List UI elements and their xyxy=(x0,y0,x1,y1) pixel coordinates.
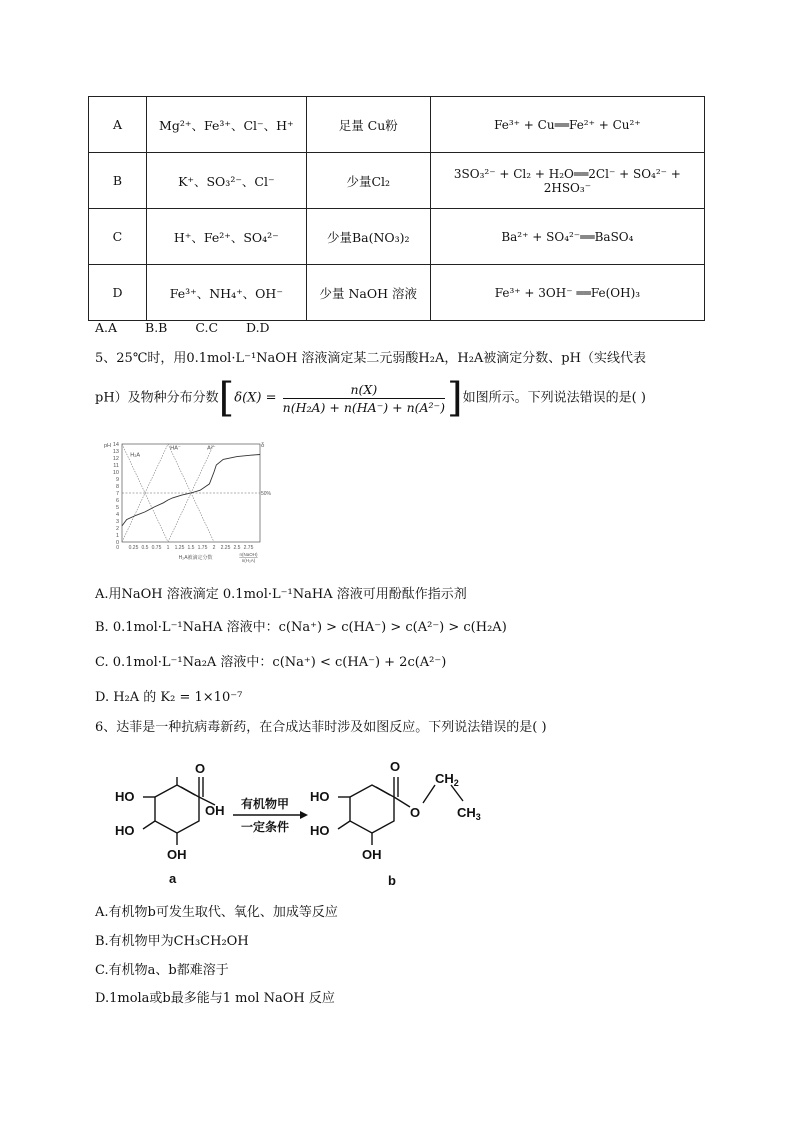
y-tick-label: 5 xyxy=(115,505,119,511)
carbonyl-o-a: O xyxy=(195,761,206,776)
arrow-top-label: 有机物甲 xyxy=(241,797,290,811)
row-label: D xyxy=(89,265,147,321)
table-row xyxy=(89,265,705,321)
y-tick-label: 6 xyxy=(115,498,119,504)
ionic-equation: 3SO₃²⁻ + Cl₂ + H₂O══2Cl⁻ + SO₄²⁻ + 2HSO₃⁻ xyxy=(430,153,704,209)
formula-fraction xyxy=(283,382,445,415)
q5-option-a[interactable]: A.用NaOH 溶液滴定 0.1mol·L⁻¹NaHA 溶液可用酚酞作指示剂 xyxy=(95,587,467,602)
formula-numerator: n(X) xyxy=(283,382,445,399)
x-origin-label: 0 xyxy=(116,545,119,551)
ionic-equation: Fe³⁺ + Cu══Fe²⁺ + Cu²⁺ xyxy=(430,97,704,153)
ion-group: K⁺、SO₃²⁻、Cl⁻ xyxy=(146,153,306,209)
x-tick-label: 1.75 xyxy=(197,545,208,551)
y-tick-label: 8 xyxy=(115,484,119,490)
q6-option-c[interactable]: C.有机物a、b都难溶于 xyxy=(95,963,229,978)
ion-group: Mg²⁺、Fe³⁺、Cl⁻、H⁺ xyxy=(146,97,306,153)
reagent: 少量Cl₂ xyxy=(306,153,430,209)
y-tick-label: 10 xyxy=(112,470,119,476)
x-tick-label: 1.25 xyxy=(174,545,185,551)
y-tick-label: 4 xyxy=(115,512,119,518)
x-tick-label: 1 xyxy=(166,545,170,551)
x-tick-label: 2.25 xyxy=(220,545,231,551)
ion-reaction-table xyxy=(88,96,705,321)
y-tick-label: 1 xyxy=(115,533,119,539)
choice-a[interactable]: A.A xyxy=(95,320,118,335)
ester-o-b: O xyxy=(410,805,421,820)
label-b: b xyxy=(388,873,396,888)
molecule-b xyxy=(338,777,463,845)
q5-option-d[interactable]: D. H₂A 的 K₂ = 1×10⁻⁷ xyxy=(95,690,243,705)
hydroxyl-3-a: OH xyxy=(167,847,187,862)
row-label: A xyxy=(89,97,147,153)
y-tick-label: 7 xyxy=(115,491,119,497)
choice-c[interactable]: C.C xyxy=(195,320,219,335)
acid-oh-a: OH xyxy=(205,803,225,818)
x-label-frac-num: n(NaOH) xyxy=(239,552,258,557)
row-label: B xyxy=(89,153,147,209)
q6-option-a[interactable]: A.有机物b可发生取代、氧化、加成等反应 xyxy=(95,905,338,920)
x-tick-label: 0.75 xyxy=(151,545,162,551)
reagent: 少量 NaOH 溶液 xyxy=(306,265,430,321)
y-tick-label: 9 xyxy=(115,477,119,483)
y-tick-label: 14 xyxy=(112,442,119,448)
ch3-b: $CH_3$ xyxy=(457,805,481,822)
hydroxyl-1-a: HO xyxy=(115,789,135,804)
hydroxyl-2-a: HO xyxy=(115,823,135,838)
half-line-label: 50% xyxy=(261,491,272,497)
q5-stem-line2: pH）及物种分布分数[δ(X) = $\frac{n(X)}{\text{n(H₂A) + n(HA⁻) + n(A²⁻)}}$ ]如图所示。下列说法错误的是( ) xyxy=(95,375,646,421)
hydroxyl-2-b: HO xyxy=(310,823,330,838)
choice-d[interactable]: D.D xyxy=(246,320,270,335)
y-tick-label: 12 xyxy=(112,456,119,462)
hydroxyl-1-b: HO xyxy=(310,789,330,804)
q5-option-b[interactable]: B. 0.1mol·L⁻¹NaHA 溶液中：c(Na⁺) > c(HA⁻) > c(A²⁻) > c(H₂A) xyxy=(95,620,507,635)
q5-stem-line1: 5、25℃时，用0.1mol·L⁻¹NaOH 溶液滴定某二元弱酸H₂A，H₂A被滴定分数、pH（实线代表 xyxy=(95,351,646,366)
x-axis-label: H₂A被滴定分数 xyxy=(178,555,213,561)
row-label: C xyxy=(89,209,147,265)
x-tick-label: 2 xyxy=(212,545,216,551)
q6-option-d[interactable]: D.1mola或b最多能与1 mol NaOH 反应 xyxy=(95,991,335,1006)
y-tick-label: 0 xyxy=(115,540,119,546)
species-label: A²⁻ xyxy=(207,445,216,452)
arrow-bottom-label: 一定条件 xyxy=(241,820,290,834)
reagent: 足量 Cu粉 xyxy=(306,97,430,153)
q5-stem-post: 如图所示。下列说法错误的是( ) xyxy=(462,390,646,406)
species-label: H₂A xyxy=(130,452,141,459)
q6-option-b[interactable]: B.有机物甲为CH₃CH₂OH xyxy=(95,934,249,949)
y-tick-label: 2 xyxy=(115,526,119,532)
ch2-b: $CH_2$ xyxy=(435,771,459,788)
ion-group: Fe³⁺、NH₄⁺、OH⁻ xyxy=(146,265,306,321)
x-tick-label: 0.25 xyxy=(128,545,139,551)
ionic-equation: Fe³⁺ + 3OH⁻ ══Fe(OH)₃ xyxy=(430,265,704,321)
y-tick-label: 13 xyxy=(112,449,119,455)
hydroxyl-3-b: OH xyxy=(362,847,382,862)
choice-b[interactable]: B.B xyxy=(145,320,168,335)
table-row xyxy=(89,209,705,265)
q6-stem: 6、达菲是一种抗病毒新药，在合成达菲时涉及如图反应。下列说法错误的是( ) xyxy=(95,720,547,735)
titration-chart xyxy=(100,438,272,566)
x-tick-label: 2.5 xyxy=(233,545,241,551)
right-axis-label: δ xyxy=(261,443,265,449)
x-label-frac-den: n(H₂A) xyxy=(241,558,256,563)
q5-stem-pre: pH）及物种分布分数 xyxy=(95,390,219,406)
reagent: 少量Ba(NO₃)₂ xyxy=(306,209,430,265)
series-line-3 xyxy=(122,452,260,526)
q4-choices xyxy=(95,320,294,335)
reaction-scheme xyxy=(105,745,495,895)
x-tick-label: 2.75 xyxy=(243,545,254,551)
table-row xyxy=(89,153,705,209)
species-label: HA⁻ xyxy=(170,445,181,452)
reaction-arrow xyxy=(233,796,308,834)
formula-denominator: n(H₂A) + n(HA⁻) + n(A²⁻) xyxy=(282,399,446,415)
carbonyl-o-b: O xyxy=(390,759,401,774)
q5-option-c[interactable]: C. 0.1mol·L⁻¹Na₂A 溶液中：c(Na⁺) < c(HA⁻) + 2c(A²⁻) xyxy=(95,655,447,670)
y-axis-label: pH xyxy=(104,443,112,449)
label-a: a xyxy=(169,871,177,886)
y-tick-label: 3 xyxy=(115,519,119,525)
y-tick-label: 11 xyxy=(113,463,119,469)
ionic-equation: Ba²⁺ + SO₄²⁻══BaSO₄ xyxy=(430,209,704,265)
formula-lhs: δ(X) = xyxy=(234,390,277,406)
table-row xyxy=(89,97,705,153)
x-tick-label: 1.5 xyxy=(187,545,195,551)
x-tick-label: 0.5 xyxy=(141,545,149,551)
ion-group: H⁺、Fe²⁺、SO₄²⁻ xyxy=(146,209,306,265)
